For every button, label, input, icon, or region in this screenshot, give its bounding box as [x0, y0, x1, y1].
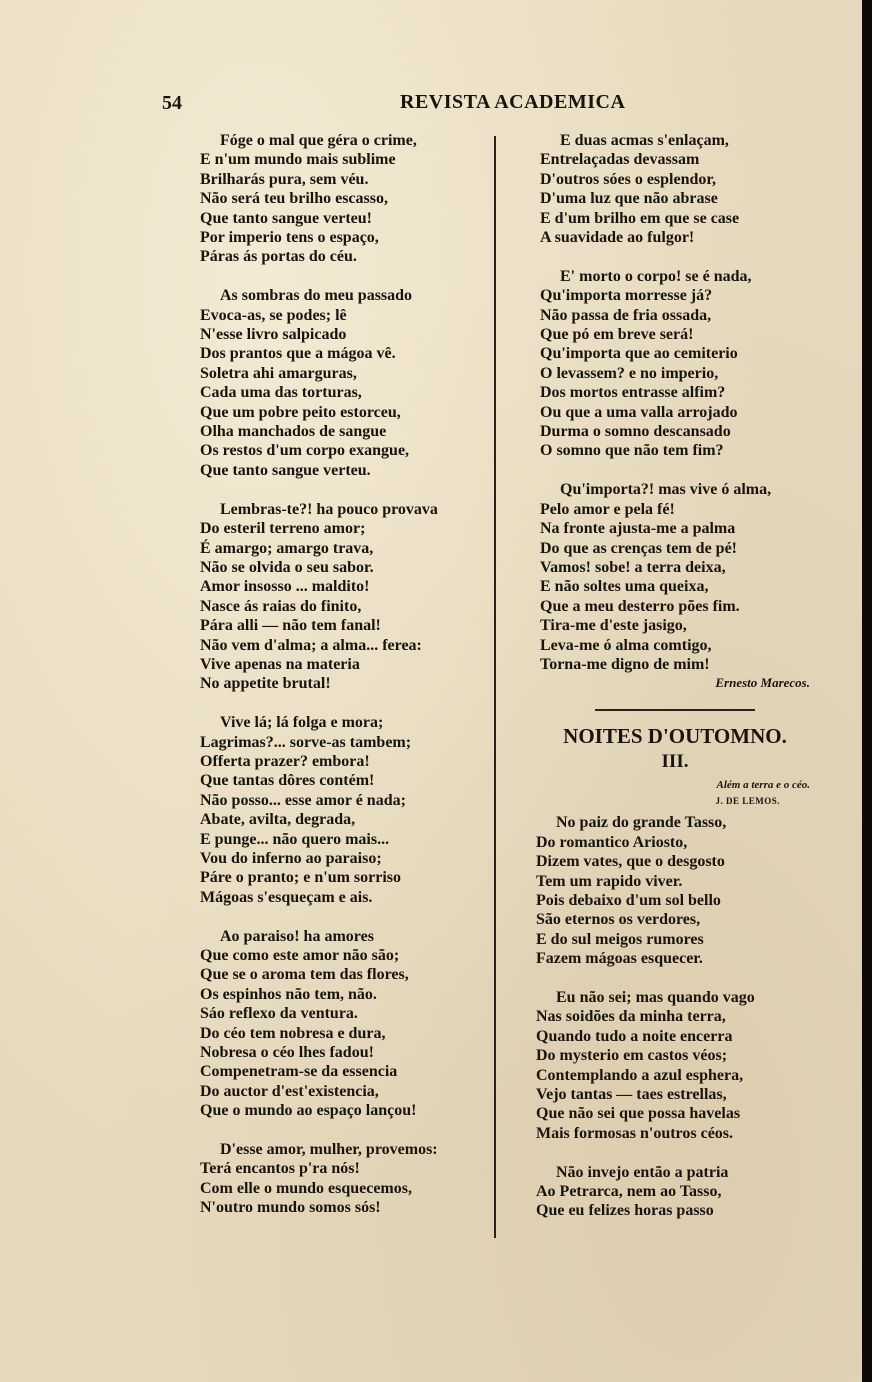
verse-line: Páre o pranto; e n'um sorriso [200, 869, 402, 887]
verse-line: N'outro mundo somos sós! [200, 1199, 381, 1217]
verse-line: Torna-me digno de mim! [540, 655, 710, 673]
section-rule [595, 709, 755, 711]
verse-line: Dos prantos que a mágoa vê. [200, 345, 396, 363]
verse-line: Do mysterio em castos véos; [536, 1047, 728, 1065]
verse-line: E' morto o corpo! se é nada, [560, 267, 752, 285]
stanza [200, 713, 490, 907]
author-signature: Ernesto Marecos. [715, 675, 810, 691]
verse-line: Pois debaixo d'um sol bello [536, 891, 721, 909]
section-title: NOITES D'OUTOMNO. [563, 724, 787, 749]
stanza [540, 480, 810, 674]
verse-line: Nobresa o céo lhes fadou! [200, 1044, 374, 1062]
verse-line: Fóge o mal que géra o crime, [220, 132, 417, 149]
verse-line: Na fronte ajusta-me a palma [540, 520, 736, 538]
stanza [200, 131, 490, 267]
verse-line: Sáo reflexo da ventura. [200, 1005, 358, 1023]
verse-line: Soletra ahi amarguras, [200, 364, 357, 382]
running-title: REVISTA ACADEMICA [400, 91, 626, 113]
verse-line: N'esse livro salpicado [200, 326, 347, 344]
verse-line: No paiz do grande Tasso, [556, 814, 727, 832]
verse-line: É amargo; amargo trava, [200, 539, 374, 557]
verse-line: Que tantas dôres contém! [200, 772, 375, 790]
verse-line: Ao Petrarca, nem ao Tasso, [536, 1183, 722, 1201]
verse-line: Evoca-as, se podes; lê [200, 306, 347, 324]
column-divider [494, 136, 496, 1238]
verse-line: E d'um brilho em que se case [540, 209, 740, 227]
verse-line: Vou do inferno ao paraiso; [200, 849, 382, 867]
verse-line: Que um pobre peito estorceu, [200, 403, 401, 421]
stanza [200, 1140, 490, 1218]
stanza [200, 286, 490, 480]
epigraph-author: J. DE LEMOS. [715, 796, 780, 807]
verse-line: Não posso... esse amor é nada; [200, 791, 406, 809]
verse-line: No appetite brutal! [200, 675, 331, 693]
verse-line: Do esteril terreno amor; [200, 520, 366, 538]
verse-line: E duas acmas s'enlaçam, [560, 132, 729, 149]
stanza [200, 500, 490, 694]
verse-line: Terá encantos p'ra nós! [200, 1160, 360, 1178]
verse-line: Que tanto sangue verteu. [200, 461, 371, 479]
verse-line: Vive apenas na materia [200, 655, 360, 673]
verse-line: Que como este amor não são; [200, 947, 400, 964]
page-number: 54 [162, 92, 182, 114]
verse-line: E punge... não quero mais... [200, 830, 390, 848]
verse-line: Qu'importa que ao cemiterio [540, 345, 738, 363]
verse-line: Não passa de fria ossada, [540, 306, 712, 324]
verse-line: Eu não sei; mas quando vago [556, 988, 755, 1006]
verse-line: E do sul meigos rumores [536, 930, 704, 948]
verse-line: Os espinhos não tem, não. [200, 985, 377, 1003]
verse-line: D'esse amor, mulher, provemos: [220, 1141, 438, 1159]
verse-line: Não se olvida o seu sabor. [200, 558, 374, 576]
verse-line: Do romantico Ariosto, [536, 833, 688, 851]
verse-line: Nas soidões da minha terra, [536, 1008, 726, 1026]
verse-line: Tem um rapido viver. [536, 872, 683, 890]
verse-line: Não vem d'alma; a alma... ferea: [200, 636, 422, 654]
stanza [200, 927, 490, 1121]
verse-line: Nasce ás raias do finito, [200, 597, 362, 615]
verse-line: Qu'importa?! mas vive ó alma, [560, 481, 772, 499]
verse-line: O somno que não tem fim? [540, 442, 724, 460]
verse-line: D'outros sóes o esplendor, [540, 170, 717, 188]
verse-line: Lagrimas?... sorve-as tambem; [200, 733, 412, 751]
verse-line: Lembras-te?! ha pouco provava [220, 500, 438, 518]
stanza [536, 1163, 810, 1221]
right-column [536, 131, 810, 1240]
verse-line: Durma o somno descansado [540, 423, 731, 441]
verse-line: Olha manchados de sangue [200, 423, 387, 441]
verse-line: Compenetram-se da essencia [200, 1063, 398, 1081]
verse-line: Por imperio tens o espaço, [200, 229, 379, 247]
verse-line: Que tanto sangue verteu! [200, 209, 372, 227]
verse-line: Ou que a uma valla arrojado [540, 403, 738, 421]
epigraph: Além a terra e o céo. [716, 779, 810, 792]
page-edge [862, 0, 872, 1382]
stanza [536, 813, 810, 968]
verse-line: Pelo amor e pela fé! [540, 500, 675, 518]
section-number: III. [661, 751, 689, 773]
verse-line: Cada uma das torturas, [200, 384, 362, 402]
verse-line: Dos mortos entrasse alfim? [540, 384, 726, 402]
verse-line: Vamos! sobe! a terra deixa, [540, 558, 726, 576]
verse-line: Tira-me d'este jasigo, [540, 617, 687, 635]
left-column [200, 131, 490, 1237]
verse-line: Mágoas s'esqueçam e ais. [200, 888, 373, 906]
verse-line: Do céo tem nobresa e dura, [200, 1024, 386, 1042]
verse-line: Quando tudo a noite encerra [536, 1027, 733, 1045]
verse-line: Que se o aroma tem das flores, [200, 966, 409, 984]
verse-line: E não soltes uma queixa, [540, 578, 709, 596]
verse-line: A suavidade ao fulgor! [540, 229, 695, 247]
verse-line: Com elle o mundo esquecemos, [200, 1179, 412, 1197]
verse-line: Que eu felizes horas passo [536, 1202, 714, 1220]
verse-line: As sombras do meu passado [220, 287, 413, 305]
verse-line: Brilharás pura, sem véu. [200, 170, 369, 188]
verse-line: Qu'importa morresse já? [540, 287, 713, 305]
stanza [540, 131, 810, 247]
poem-continuation [540, 131, 810, 674]
verse-line: Que pó em breve será! [540, 326, 694, 344]
verse-line: Que não sei que possa havelas [536, 1105, 741, 1123]
new-poem [536, 813, 810, 1221]
verse-line: Dizem vates, que o desgosto [536, 853, 725, 871]
verse-line: Abate, avilta, degrada, [200, 811, 356, 829]
verse-line: Páras ás portas do céu. [200, 248, 357, 266]
verse-line: D'uma luz que não abrase [540, 190, 718, 208]
verse-line: Vejo tantas — taes estrellas, [536, 1086, 727, 1104]
verse-line: Que o mundo ao espaço lançou! [200, 1102, 417, 1120]
verse-line: Entrelaçadas devassam [540, 151, 700, 169]
stanza [536, 988, 810, 1143]
verse-line: Offerta prazer? embora! [200, 752, 370, 770]
verse-line: Ao paraiso! ha amores [220, 927, 374, 945]
verse-line: Não invejo então a patria [556, 1163, 729, 1181]
verse-line: Não será teu brilho escasso, [200, 190, 388, 208]
stanza [540, 267, 810, 461]
verse-line: E n'um mundo mais sublime [200, 151, 396, 169]
verse-line: São eternos os verdores, [536, 911, 701, 929]
verse-line: Do que as crenças tem de pé! [540, 539, 738, 557]
verse-line: Amor insosso ... maldito! [200, 578, 370, 596]
verse-line: Mais formosas n'outros céos. [536, 1124, 734, 1142]
verse-line: Contemplando a azul esphera, [536, 1066, 744, 1084]
verse-line: Pára alli — não tem fanal! [200, 617, 381, 635]
verse-line: Do auctor d'est'existencia, [200, 1082, 379, 1100]
verse-line: Que a meu desterro pões fim. [540, 597, 740, 615]
verse-line: O levassem? e no imperio, [540, 364, 719, 382]
verse-line: Os restos d'um corpo exangue, [200, 442, 410, 460]
verse-line: Fazem mágoas esquecer. [536, 950, 703, 968]
verse-line: Vive lá; lá folga e mora; [220, 714, 384, 732]
verse-line: Leva-me ó alma comtigo, [540, 636, 712, 654]
